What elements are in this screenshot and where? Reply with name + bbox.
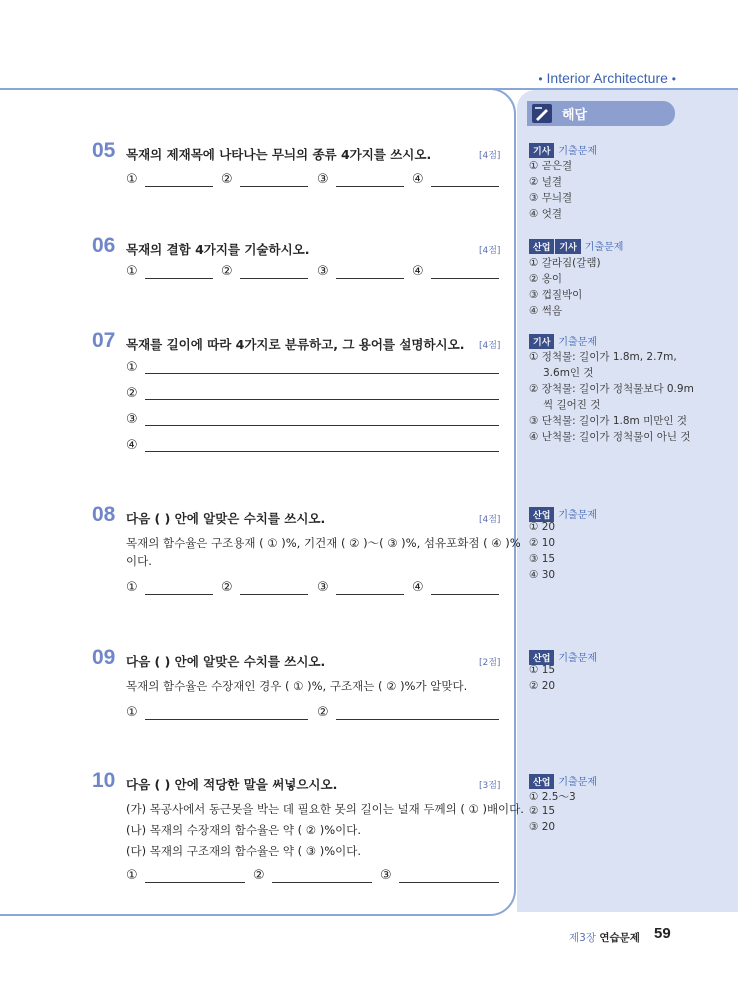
answer-blank[interactable]	[431, 186, 499, 187]
answer-blank[interactable]	[336, 186, 404, 187]
question-number: 07	[92, 329, 116, 352]
answer-line: ① 2.5～3	[529, 791, 576, 803]
answer-blank[interactable]	[145, 719, 308, 720]
question-body-line: 목재의 함수율은 수장재인 경우 ( ① )%, 구조재는 ( ② )%가 알맞다.	[126, 679, 468, 693]
answer-tag-09: 산업 기출문제	[529, 646, 597, 665]
question-body-line: (가) 목공사에서 동근못을 박는 데 필요한 못의 길이는 널재 두께의 ( ① )배이다.	[126, 802, 524, 816]
question-number: 08	[92, 503, 116, 526]
answer-line: ② 15	[529, 805, 556, 817]
marker-4: ④	[412, 580, 424, 595]
answer-line: ① 갈라짐(갈램)	[529, 257, 601, 269]
question-text: 다음 ( ) 안에 알맞은 수치를 쓰시오.	[126, 511, 326, 526]
question-text: 목재를 길이에 따라 4가지로 분류하고, 그 용어를 설명하시오.	[126, 337, 465, 352]
answer-line: 씩 길어진 것	[543, 399, 601, 411]
marker-3: ③	[317, 172, 329, 187]
question-body-line: 목재의 함수율은 구조용재 ( ① )%, 기건재 ( ② )～( ③ )%, 섬유포화점 ( ④ )%	[126, 536, 521, 550]
marker-1: ①	[126, 172, 138, 187]
answer-blank[interactable]	[240, 278, 308, 279]
question-points: [2점]	[479, 658, 501, 668]
pencil-icon	[532, 104, 552, 123]
marker-2: ②	[126, 386, 138, 401]
answer-line: ① 곧은결	[529, 160, 573, 172]
marker-2: ②	[221, 172, 233, 187]
answer-blank[interactable]	[399, 882, 499, 883]
question-text: 다음 ( ) 안에 적당한 말을 써넣으시오.	[126, 777, 338, 792]
marker-1: ①	[126, 868, 138, 883]
marker-1: ①	[126, 264, 138, 279]
marker-1: ①	[126, 360, 138, 375]
marker-2: ②	[253, 868, 265, 883]
marker-1: ①	[126, 705, 138, 720]
answer-blank[interactable]	[431, 594, 499, 595]
answer-line: ② 10	[529, 537, 556, 549]
answer-tag-06: 산업 기사 기출문제	[529, 235, 623, 254]
question-text: 목재의 결함 4가지를 기술하시오.	[126, 242, 310, 257]
question-text: 목재의 제재목에 나타나는 무늬의 종류 4가지를 쓰시오.	[126, 147, 432, 162]
answer-tag-05: 기사 기출문제	[529, 139, 597, 158]
question-number: 09	[92, 646, 116, 669]
header-title: Interior Architecture	[546, 70, 668, 86]
question-body-line: 이다.	[126, 554, 152, 568]
answer-blank[interactable]	[240, 186, 308, 187]
answer-tag-07: 기사 기출문제	[529, 330, 597, 349]
answer-blank[interactable]	[145, 399, 499, 400]
page-number: 59	[654, 925, 671, 942]
marker-2: ②	[317, 705, 329, 720]
marker-3: ③	[317, 264, 329, 279]
chapter-number: 제3장	[569, 932, 596, 944]
answer-line: ① 20	[529, 521, 556, 533]
answer-line: ④ 엇결	[529, 208, 563, 220]
marker-4: ④	[126, 438, 138, 453]
marker-4: ④	[412, 264, 424, 279]
question-number: 05	[92, 139, 116, 162]
marker-3: ③	[126, 412, 138, 427]
answer-line: ① 정척물: 길이가 1.8m, 2.7m,	[529, 351, 677, 363]
question-points: [4점]	[479, 246, 501, 256]
header-title-line: • Interior Architecture •	[538, 70, 676, 86]
question-text: 다음 ( ) 안에 알맞은 수치를 쓰시오.	[126, 654, 326, 669]
answer-blank[interactable]	[145, 594, 213, 595]
answer-blank[interactable]	[145, 373, 499, 374]
question-points: [3점]	[479, 781, 501, 791]
answer-line: ④ 썩음	[529, 305, 563, 317]
answer-line: ② 옹이	[529, 273, 563, 285]
marker-2: ②	[221, 580, 233, 595]
question-points: [4점]	[479, 151, 501, 161]
answer-blank[interactable]	[145, 278, 213, 279]
question-points: [4점]	[479, 515, 501, 525]
answer-blank[interactable]	[336, 719, 499, 720]
answer-blank[interactable]	[145, 186, 213, 187]
answer-blank[interactable]	[336, 594, 404, 595]
answer-line: 3.6m인 것	[543, 367, 594, 379]
marker-2: ②	[221, 264, 233, 279]
question-number: 10	[92, 769, 116, 792]
marker-4: ④	[412, 172, 424, 187]
answer-line: ④ 난척물: 길이가 정척물이 아닌 것	[529, 431, 691, 443]
answer-line: ④ 30	[529, 569, 556, 581]
answer-blank[interactable]	[240, 594, 308, 595]
answer-blank[interactable]	[145, 451, 499, 452]
answer-line: ③ 껍질박이	[529, 289, 583, 301]
answer-blank[interactable]	[336, 278, 404, 279]
question-body-line: (다) 목재의 구조재의 함수율은 약 ( ③ )%이다.	[126, 844, 362, 858]
answer-line: ② 장척물: 길이가 정척물보다 0.9m	[529, 383, 694, 395]
answer-line: ③ 15	[529, 553, 556, 565]
question-number: 06	[92, 234, 116, 257]
answer-line: ② 20	[529, 680, 556, 692]
answer-blank[interactable]	[145, 425, 499, 426]
answer-line: ② 널결	[529, 176, 563, 188]
answer-label: 해답	[562, 108, 588, 123]
marker-3: ③	[380, 868, 392, 883]
answer-blank[interactable]	[145, 882, 245, 883]
answer-line: ③ 20	[529, 821, 556, 833]
answer-blank[interactable]	[272, 882, 372, 883]
answer-line: ③ 단척물: 길이가 1.8m 미만인 것	[529, 415, 687, 427]
answer-tag-08: 산업 기출문제	[529, 503, 597, 522]
question-body-line: (나) 목재의 수장재의 함수율은 약 ( ② )%이다.	[126, 823, 362, 837]
answer-line: ③ 무늬결	[529, 192, 573, 204]
answer-blank[interactable]	[431, 278, 499, 279]
answer-tag-10: 산업 기출문제	[529, 770, 597, 789]
question-points: [4점]	[479, 341, 501, 351]
answer-line: ① 15	[529, 664, 556, 676]
chapter-label	[569, 930, 640, 945]
marker-3: ③	[317, 580, 329, 595]
section-name: 연습문제	[599, 932, 640, 944]
marker-1: ①	[126, 580, 138, 595]
